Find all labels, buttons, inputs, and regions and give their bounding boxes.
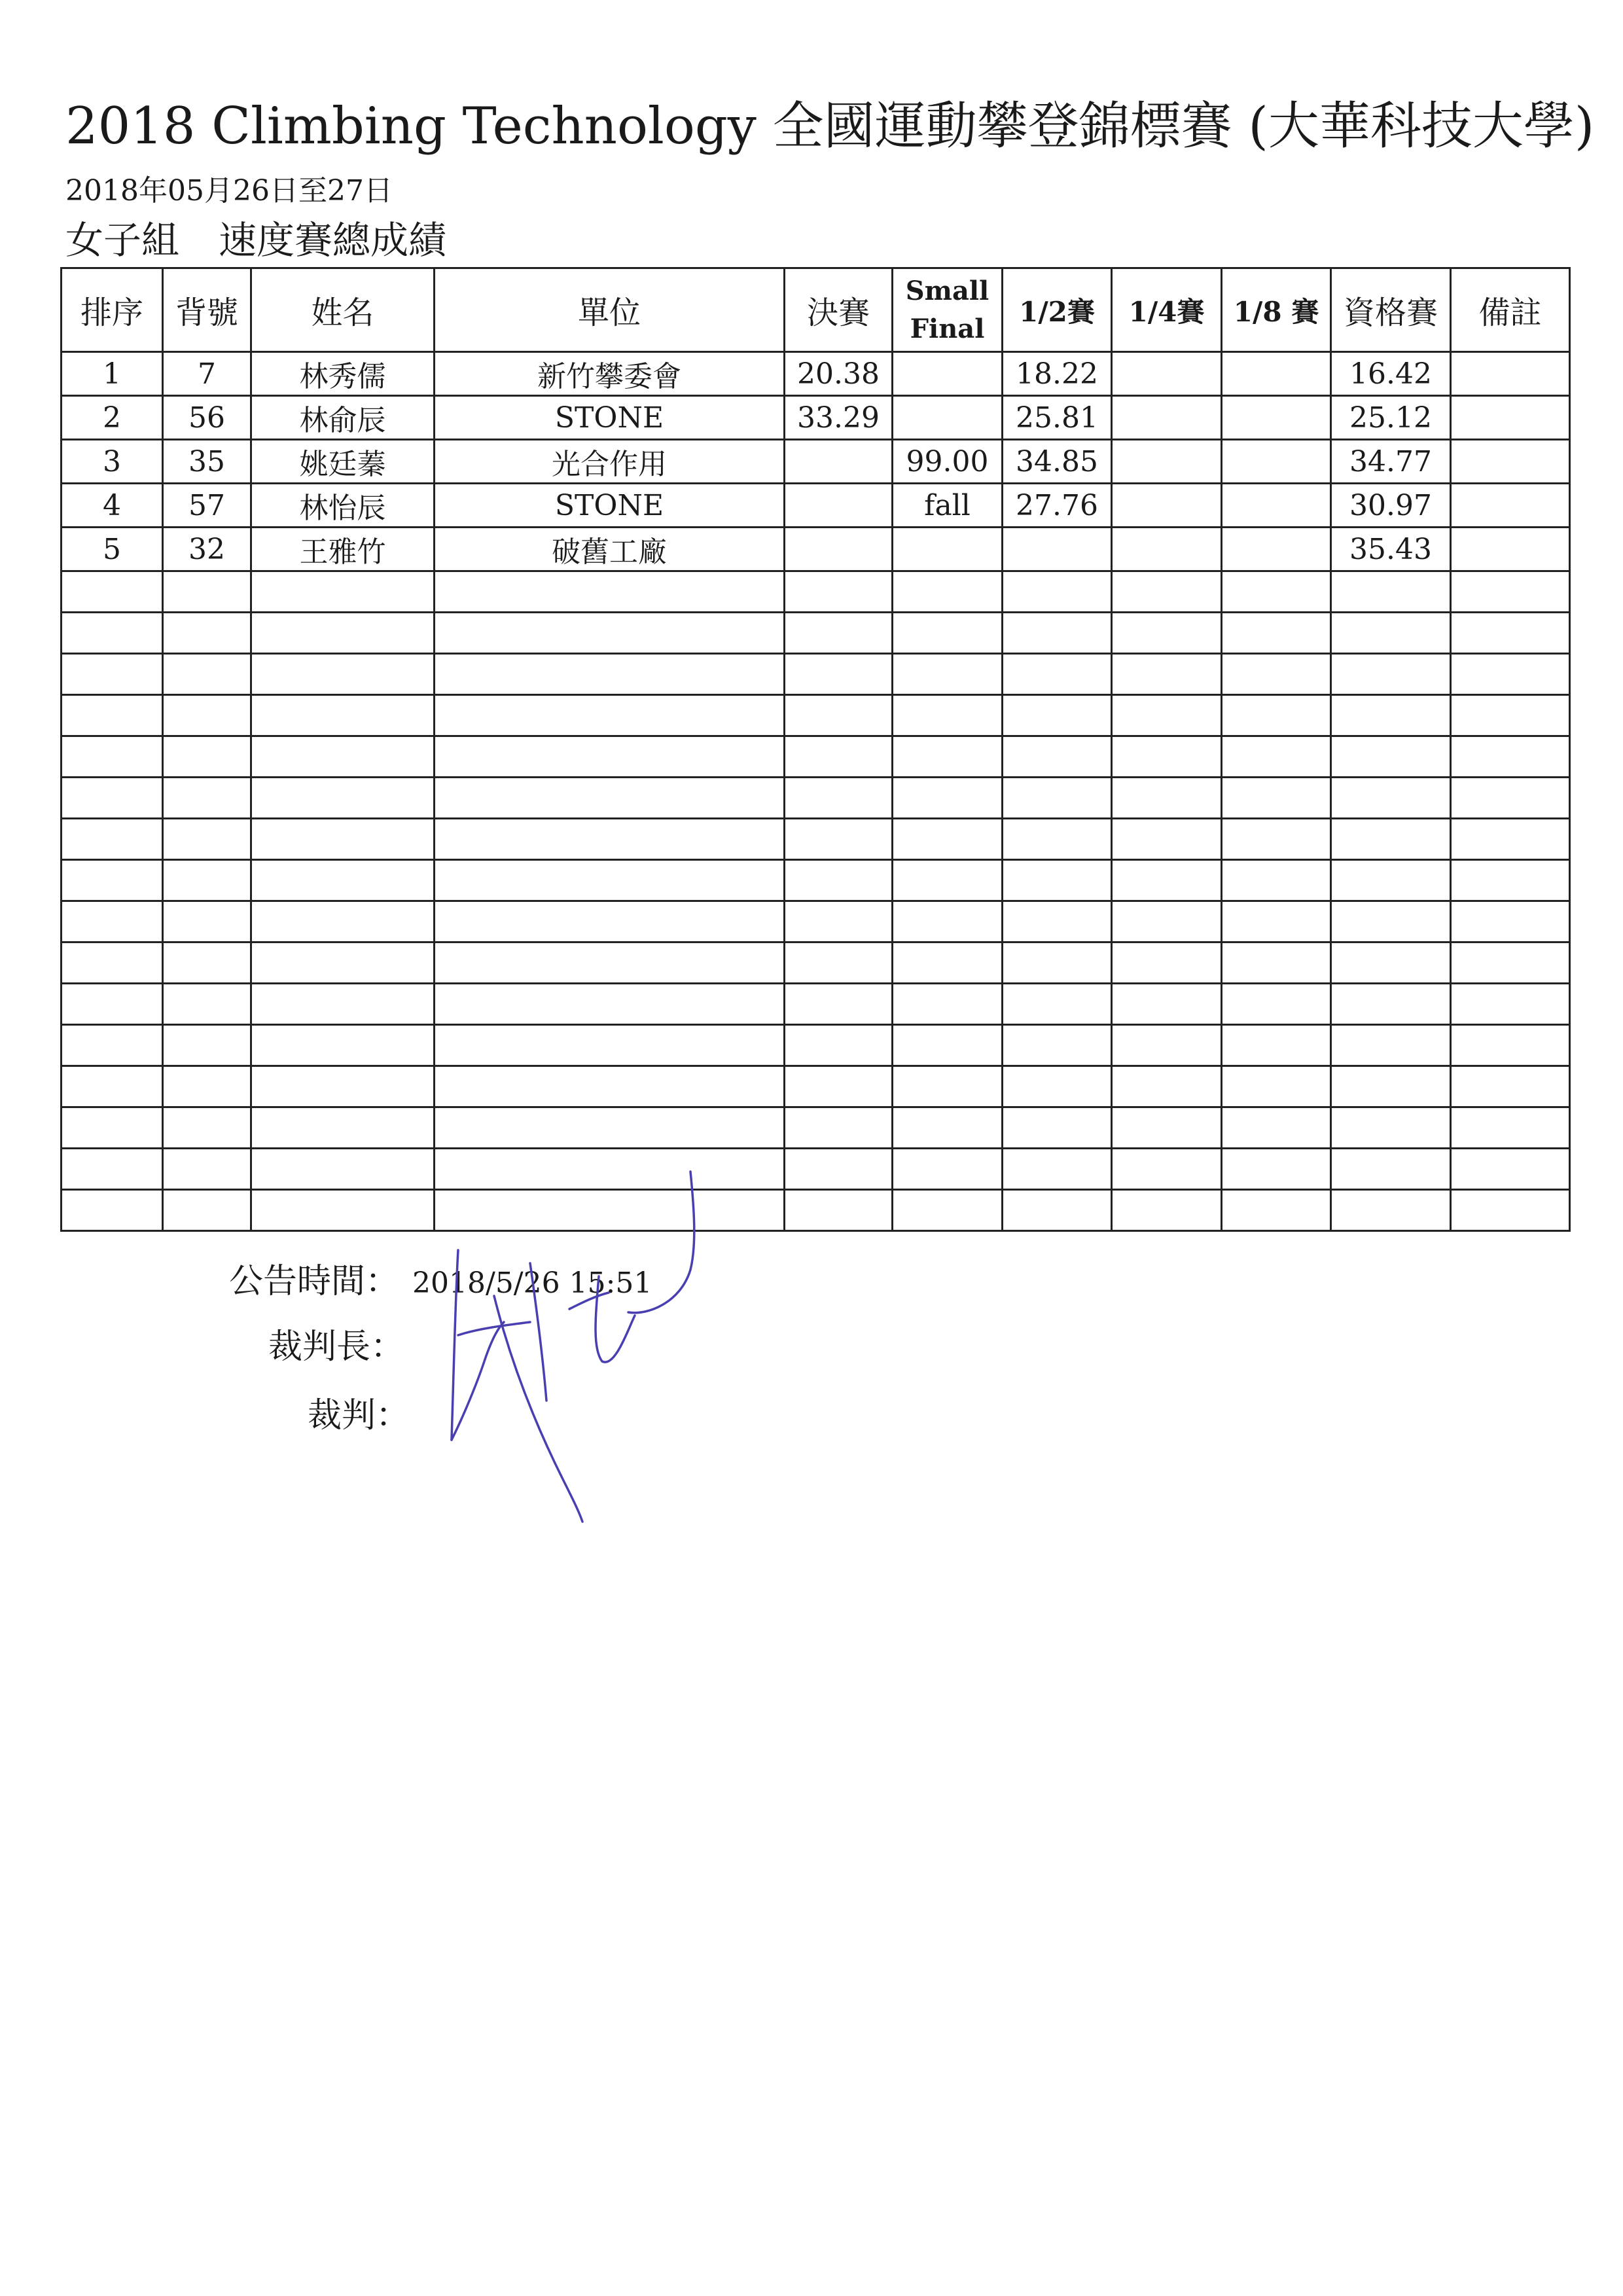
empty-cell xyxy=(62,613,163,654)
empty-cell xyxy=(62,571,163,613)
empty-cell xyxy=(785,736,893,778)
empty-cell xyxy=(251,1107,435,1149)
empty-cell xyxy=(1222,1107,1331,1149)
col-header-unit: 單位 xyxy=(435,268,785,352)
empty-cell xyxy=(435,860,785,901)
table-row xyxy=(62,352,1570,396)
empty-cell xyxy=(785,1149,893,1190)
empty-cell xyxy=(163,819,251,860)
bib-cell: 56 xyxy=(163,396,251,440)
name-cell: 林怡辰 xyxy=(251,484,435,528)
empty-table-row xyxy=(62,571,1570,613)
empty-cell xyxy=(1451,984,1570,1025)
empty-cell xyxy=(62,1149,163,1190)
final-cell: 20.38 xyxy=(785,352,893,396)
empty-cell xyxy=(62,1025,163,1066)
empty-cell xyxy=(62,695,163,736)
empty-table-row xyxy=(62,1066,1570,1107)
empty-cell xyxy=(62,1107,163,1149)
empty-cell xyxy=(435,819,785,860)
empty-cell xyxy=(1331,942,1451,984)
empty-cell xyxy=(1112,736,1222,778)
empty-cell xyxy=(62,1066,163,1107)
small-final-cell: 99.00 xyxy=(893,440,1003,484)
empty-cell xyxy=(893,860,1003,901)
empty-cell xyxy=(435,984,785,1025)
col-header-bib: 背號 xyxy=(163,268,251,352)
empty-cell xyxy=(785,613,893,654)
empty-cell xyxy=(251,654,435,695)
note-cell xyxy=(1451,528,1570,571)
empty-table-row xyxy=(62,942,1570,984)
empty-table-row xyxy=(62,736,1570,778)
empty-cell xyxy=(785,1107,893,1149)
rank-cell: 4 xyxy=(62,484,163,528)
table-row xyxy=(62,440,1570,484)
empty-cell xyxy=(893,1149,1003,1190)
empty-table-row xyxy=(62,1190,1570,1231)
empty-cell xyxy=(163,901,251,942)
empty-cell xyxy=(163,984,251,1025)
empty-cell xyxy=(1451,1107,1570,1149)
note-cell xyxy=(1451,440,1570,484)
empty-cell xyxy=(62,942,163,984)
empty-cell xyxy=(785,819,893,860)
document-title: 2018 Climbing Technology 全國運動攀登錦標賽 (大華科技大學) xyxy=(65,97,1595,156)
eighth-cell xyxy=(1222,528,1331,571)
empty-cell xyxy=(163,571,251,613)
empty-cell xyxy=(1451,860,1570,901)
empty-cell xyxy=(163,1190,251,1231)
empty-cell xyxy=(1003,654,1112,695)
empty-cell xyxy=(435,571,785,613)
empty-cell xyxy=(435,901,785,942)
empty-cell xyxy=(1003,1149,1112,1190)
col-header-note: 備註 xyxy=(1451,268,1570,352)
empty-cell xyxy=(1003,984,1112,1025)
empty-table-row xyxy=(62,695,1570,736)
empty-cell xyxy=(893,654,1003,695)
empty-cell xyxy=(785,901,893,942)
small-final-cell xyxy=(893,396,1003,440)
quarter-cell xyxy=(1112,352,1222,396)
col-header-semi: 1/2賽 xyxy=(1003,268,1112,352)
category-line xyxy=(65,209,446,264)
bib-cell: 7 xyxy=(163,352,251,396)
table-row xyxy=(62,484,1570,528)
empty-cell xyxy=(893,1066,1003,1107)
empty-cell xyxy=(1003,736,1112,778)
empty-cell xyxy=(435,778,785,819)
empty-cell xyxy=(785,984,893,1025)
empty-cell xyxy=(251,860,435,901)
empty-cell xyxy=(163,1149,251,1190)
empty-cell xyxy=(1222,778,1331,819)
col-header-final: 決賽 xyxy=(785,268,893,352)
empty-cell xyxy=(1003,819,1112,860)
note-cell xyxy=(1451,352,1570,396)
small-final-cell: fall xyxy=(893,484,1003,528)
empty-cell xyxy=(1112,901,1222,942)
empty-cell xyxy=(1222,860,1331,901)
empty-cell xyxy=(62,819,163,860)
empty-cell xyxy=(1331,571,1451,613)
bib-cell: 57 xyxy=(163,484,251,528)
semi-cell xyxy=(1003,528,1112,571)
empty-cell xyxy=(1112,1025,1222,1066)
empty-cell xyxy=(1331,695,1451,736)
qualification-cell: 16.42 xyxy=(1331,352,1451,396)
empty-cell xyxy=(893,819,1003,860)
empty-cell xyxy=(251,695,435,736)
empty-cell xyxy=(1222,1190,1331,1231)
empty-cell xyxy=(893,571,1003,613)
empty-cell xyxy=(893,1107,1003,1149)
empty-table-row xyxy=(62,860,1570,901)
empty-cell xyxy=(1003,860,1112,901)
unit-cell: STONE xyxy=(435,484,785,528)
table-row xyxy=(62,396,1570,440)
final-cell: 33.29 xyxy=(785,396,893,440)
empty-cell xyxy=(251,736,435,778)
empty-cell xyxy=(1112,654,1222,695)
empty-cell xyxy=(1451,778,1570,819)
empty-cell xyxy=(1331,984,1451,1025)
announce-time-value: 2018/5/26 15:51 xyxy=(412,1266,652,1300)
col-header-qualification: 資格賽 xyxy=(1331,268,1451,352)
empty-cell xyxy=(1222,695,1331,736)
empty-cell xyxy=(251,1025,435,1066)
event-label: 速度賽總成績 xyxy=(219,218,447,262)
empty-cell xyxy=(62,860,163,901)
empty-cell xyxy=(1451,1066,1570,1107)
rank-cell: 3 xyxy=(62,440,163,484)
empty-table-row xyxy=(62,819,1570,860)
unit-cell: 破舊工廠 xyxy=(435,528,785,571)
empty-cell xyxy=(251,1149,435,1190)
empty-cell xyxy=(1003,1066,1112,1107)
group-label: 女子組 xyxy=(65,218,180,262)
empty-cell xyxy=(1003,901,1112,942)
empty-cell xyxy=(785,695,893,736)
empty-cell xyxy=(1222,613,1331,654)
empty-cell xyxy=(1331,778,1451,819)
empty-cell xyxy=(1331,1149,1451,1190)
empty-cell xyxy=(62,736,163,778)
empty-cell xyxy=(1222,654,1331,695)
empty-cell xyxy=(1331,860,1451,901)
empty-cell xyxy=(435,654,785,695)
semi-cell: 18.22 xyxy=(1003,352,1112,396)
empty-cell xyxy=(1112,613,1222,654)
empty-cell xyxy=(785,860,893,901)
empty-cell xyxy=(163,942,251,984)
empty-cell xyxy=(1331,1107,1451,1149)
empty-cell xyxy=(785,1066,893,1107)
empty-cell xyxy=(251,613,435,654)
quarter-cell xyxy=(1112,440,1222,484)
eighth-cell xyxy=(1222,352,1331,396)
empty-cell xyxy=(1451,1025,1570,1066)
empty-cell xyxy=(163,736,251,778)
empty-table-row xyxy=(62,1107,1570,1149)
chief-judge-label: 裁判長： xyxy=(268,1327,405,1367)
empty-cell xyxy=(163,1066,251,1107)
empty-cell xyxy=(1222,984,1331,1025)
empty-cell xyxy=(1222,571,1331,613)
bib-cell: 32 xyxy=(163,528,251,571)
empty-cell xyxy=(251,901,435,942)
empty-cell xyxy=(62,1190,163,1231)
rank-cell: 5 xyxy=(62,528,163,571)
small-final-cell xyxy=(893,352,1003,396)
quarter-cell xyxy=(1112,484,1222,528)
empty-cell xyxy=(1331,736,1451,778)
empty-cell xyxy=(893,695,1003,736)
empty-cell xyxy=(785,778,893,819)
unit-cell: 光合作用 xyxy=(435,440,785,484)
empty-cell xyxy=(62,901,163,942)
semi-cell: 34.85 xyxy=(1003,440,1112,484)
final-cell xyxy=(785,484,893,528)
empty-cell xyxy=(1003,571,1112,613)
empty-table-row xyxy=(62,613,1570,654)
empty-cell xyxy=(163,778,251,819)
empty-cell xyxy=(1222,819,1331,860)
empty-cell xyxy=(1331,1066,1451,1107)
empty-cell xyxy=(251,778,435,819)
empty-cell xyxy=(1222,901,1331,942)
empty-cell xyxy=(435,736,785,778)
eighth-cell xyxy=(1222,484,1331,528)
quarter-cell xyxy=(1112,528,1222,571)
qualification-cell: 35.43 xyxy=(1331,528,1451,571)
empty-cell xyxy=(251,984,435,1025)
results-body xyxy=(62,352,1570,1231)
announce-time-label: 公告時間： xyxy=(229,1262,400,1301)
rank-cell: 1 xyxy=(62,352,163,396)
note-cell xyxy=(1451,484,1570,528)
judge-label: 裁判： xyxy=(308,1396,410,1435)
col-header-quarter: 1/4賽 xyxy=(1112,268,1222,352)
empty-cell xyxy=(62,778,163,819)
empty-cell xyxy=(1222,1149,1331,1190)
empty-cell xyxy=(893,1025,1003,1066)
empty-cell xyxy=(1112,1066,1222,1107)
empty-cell xyxy=(893,778,1003,819)
empty-cell xyxy=(1331,654,1451,695)
empty-cell xyxy=(893,984,1003,1025)
empty-cell xyxy=(893,1190,1003,1231)
empty-cell xyxy=(1112,1190,1222,1231)
handwritten-signature xyxy=(432,1165,707,1532)
col-header-rank: 排序 xyxy=(62,268,163,352)
semi-cell: 25.81 xyxy=(1003,396,1112,440)
empty-cell xyxy=(1112,984,1222,1025)
empty-cell xyxy=(1331,613,1451,654)
empty-cell xyxy=(435,942,785,984)
empty-cell xyxy=(785,654,893,695)
empty-cell xyxy=(1451,942,1570,984)
empty-cell xyxy=(62,984,163,1025)
empty-cell xyxy=(163,860,251,901)
empty-cell xyxy=(785,1190,893,1231)
empty-table-row xyxy=(62,778,1570,819)
table-header-row xyxy=(62,268,1570,352)
semi-cell: 27.76 xyxy=(1003,484,1112,528)
empty-cell xyxy=(785,1025,893,1066)
empty-cell xyxy=(163,613,251,654)
empty-cell xyxy=(1451,1190,1570,1231)
empty-cell xyxy=(62,654,163,695)
col-header-small-final: Small Final xyxy=(893,268,1003,352)
small-final-cell xyxy=(893,528,1003,571)
empty-table-row xyxy=(62,901,1570,942)
empty-cell xyxy=(1003,942,1112,984)
empty-cell xyxy=(251,1190,435,1231)
empty-cell xyxy=(435,1107,785,1149)
note-cell xyxy=(1451,396,1570,440)
empty-cell xyxy=(1003,1190,1112,1231)
col-header-eighth: 1/8 賽 xyxy=(1222,268,1331,352)
empty-cell xyxy=(1112,860,1222,901)
unit-cell: 新竹攀委會 xyxy=(435,352,785,396)
qualification-cell: 34.77 xyxy=(1331,440,1451,484)
empty-cell xyxy=(1451,695,1570,736)
final-cell xyxy=(785,528,893,571)
empty-cell xyxy=(251,571,435,613)
empty-cell xyxy=(1003,1025,1112,1066)
empty-cell xyxy=(1112,942,1222,984)
empty-cell xyxy=(1451,736,1570,778)
empty-cell xyxy=(1003,1107,1112,1149)
results-table xyxy=(60,267,1571,1232)
empty-cell xyxy=(163,654,251,695)
empty-cell xyxy=(1222,1025,1331,1066)
empty-cell xyxy=(893,942,1003,984)
name-cell: 林秀儒 xyxy=(251,352,435,396)
empty-cell xyxy=(163,1107,251,1149)
empty-table-row xyxy=(62,1025,1570,1066)
empty-cell xyxy=(1222,736,1331,778)
name-cell: 姚廷蓁 xyxy=(251,440,435,484)
empty-cell xyxy=(1451,571,1570,613)
empty-cell xyxy=(1331,1025,1451,1066)
event-date: 2018年05月26日至27日 xyxy=(65,174,393,207)
empty-cell xyxy=(1112,571,1222,613)
empty-cell xyxy=(1331,1190,1451,1231)
empty-cell xyxy=(1451,901,1570,942)
chief-judge-line xyxy=(268,1319,404,1368)
empty-cell xyxy=(251,1066,435,1107)
empty-cell xyxy=(1112,1107,1222,1149)
empty-cell xyxy=(1003,695,1112,736)
empty-cell xyxy=(893,901,1003,942)
col-header-name: 姓名 xyxy=(251,268,435,352)
unit-cell: STONE xyxy=(435,396,785,440)
empty-table-row xyxy=(62,984,1570,1025)
empty-cell xyxy=(1331,901,1451,942)
rank-cell: 2 xyxy=(62,396,163,440)
empty-table-row xyxy=(62,654,1570,695)
empty-cell xyxy=(1222,942,1331,984)
empty-cell xyxy=(1112,778,1222,819)
empty-cell xyxy=(785,942,893,984)
bib-cell: 35 xyxy=(163,440,251,484)
judge-line xyxy=(308,1388,410,1437)
empty-cell xyxy=(1331,819,1451,860)
quarter-cell xyxy=(1112,396,1222,440)
empty-cell xyxy=(251,942,435,984)
name-cell: 王雅竹 xyxy=(251,528,435,571)
empty-cell xyxy=(435,1025,785,1066)
qualification-cell: 25.12 xyxy=(1331,396,1451,440)
empty-cell xyxy=(1451,819,1570,860)
empty-cell xyxy=(251,819,435,860)
empty-cell xyxy=(1003,613,1112,654)
empty-cell xyxy=(1112,819,1222,860)
empty-cell xyxy=(1222,1066,1331,1107)
empty-cell xyxy=(1451,1149,1570,1190)
empty-cell xyxy=(1003,778,1112,819)
empty-cell xyxy=(1112,695,1222,736)
empty-cell xyxy=(1451,613,1570,654)
final-cell xyxy=(785,440,893,484)
empty-cell xyxy=(435,613,785,654)
empty-cell xyxy=(1112,1149,1222,1190)
qualification-cell: 30.97 xyxy=(1331,484,1451,528)
empty-cell xyxy=(893,736,1003,778)
empty-cell xyxy=(435,1066,785,1107)
empty-cell xyxy=(1451,654,1570,695)
empty-cell xyxy=(785,571,893,613)
empty-table-row xyxy=(62,1149,1570,1190)
eighth-cell xyxy=(1222,396,1331,440)
empty-cell xyxy=(163,695,251,736)
empty-cell xyxy=(893,613,1003,654)
empty-cell xyxy=(435,695,785,736)
table-row xyxy=(62,528,1570,571)
eighth-cell xyxy=(1222,440,1331,484)
empty-cell xyxy=(163,1025,251,1066)
name-cell: 林俞辰 xyxy=(251,396,435,440)
